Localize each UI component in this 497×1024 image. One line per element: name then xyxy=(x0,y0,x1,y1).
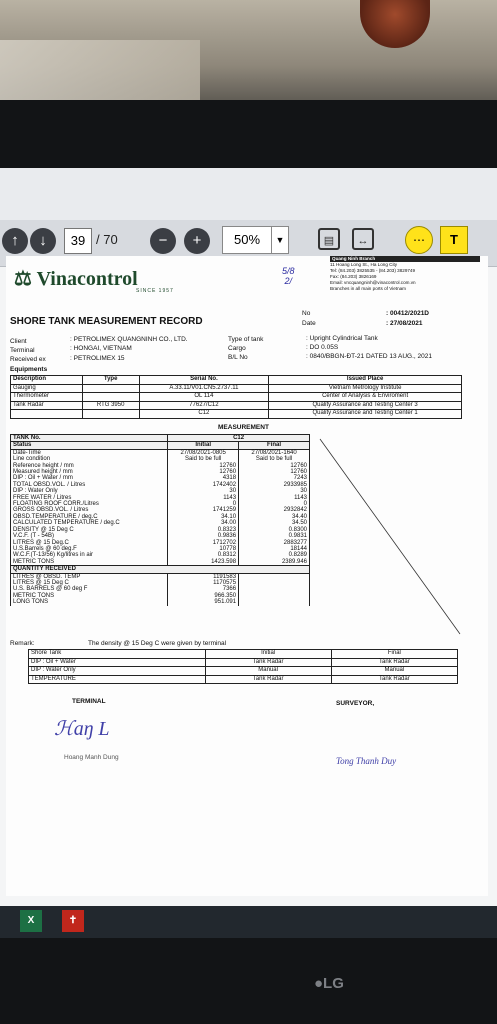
terminal-signature: ℋaŋ L xyxy=(54,718,110,740)
equipment-table xyxy=(10,375,462,419)
branch-address-block xyxy=(330,256,480,292)
branch-line: 11 Hoang Long St., Ha Long City xyxy=(330,262,398,267)
method-row xyxy=(29,675,458,684)
zoom-level-input[interactable]: 50% xyxy=(222,226,272,254)
equip-cell: A.33.11/V01.CN5.2737.11 xyxy=(139,384,269,393)
initial-value: 1712702 xyxy=(168,540,239,546)
status-label: Status xyxy=(11,442,168,449)
received-row xyxy=(11,599,310,605)
row-label: CALCULATED TEMPERATURE / deg.C xyxy=(11,520,168,526)
final-value: 0.8300 xyxy=(239,527,310,533)
method-final-header: Final xyxy=(331,650,457,659)
quantity-received-header: QUANTITY RECEIVED xyxy=(11,566,310,573)
pdf-viewer-screen xyxy=(0,168,497,938)
row-label: W.C.F.(T-13/56) Kg/litres in air xyxy=(11,552,168,558)
initial-value: 12760 xyxy=(168,469,239,475)
handwritten-page-mark: 5/8 2/ xyxy=(282,266,295,286)
equip-header: Serial No. xyxy=(139,376,269,385)
row-label: Measured height / mm xyxy=(11,469,168,475)
received-row xyxy=(11,573,310,580)
received-label: LITRES @ 15 Deg C xyxy=(11,580,168,586)
method-label: DIP : Water Only xyxy=(29,667,206,676)
final-value: 0 xyxy=(239,501,310,507)
final-value: 18144 xyxy=(239,546,310,552)
initial-value: 34.00 xyxy=(168,520,239,526)
method-initial: Manual xyxy=(205,667,331,676)
measurement-row xyxy=(11,449,310,456)
lg-logo-icon: ●LG xyxy=(314,975,344,992)
row-label: Reference height / mm xyxy=(11,463,168,469)
row-label: DIP : Oil + Water / mm xyxy=(11,475,168,481)
final-value: 2933985 xyxy=(239,482,310,488)
initial-value: 30 xyxy=(168,488,239,494)
date-value: : 27/08/2021 xyxy=(386,320,423,327)
equip-cell: Thermometer xyxy=(11,393,83,402)
bl-value: : 0840/BBGN-ĐT-21 DATED 13 AUG., 2021 xyxy=(306,353,432,360)
since-label: SINCE 1957 xyxy=(136,288,174,294)
row-label: OBSD.TEMPERATURE / deg.C xyxy=(11,514,168,520)
branch-line: Tel: (84.203) 3825535 - (84.203) 3829749 xyxy=(330,268,416,273)
row-label: V.C.F. (T - 54B) xyxy=(11,533,168,539)
equip-cell: Quality Assurance and Testing Center 3 xyxy=(269,401,462,410)
final-value: 30 xyxy=(239,488,310,494)
equip-cell: RTG 3950 xyxy=(82,401,139,410)
method-label: TEMPERATURE xyxy=(29,675,206,684)
equip-cell: 77627/C12 xyxy=(139,401,269,410)
surveyor-signer-name: Tong Thanh Duy xyxy=(336,756,397,766)
equipment-row xyxy=(11,393,462,402)
terminal-sign-label: TERMINAL xyxy=(72,698,106,705)
terminal-signer-name: Hoang Manh Dung xyxy=(64,754,119,761)
fit-page-icon[interactable]: ▤ xyxy=(318,228,340,250)
equipment-row xyxy=(11,384,462,393)
received-value: 951.091 xyxy=(168,599,239,605)
final-value: 27/08/2021-1640 xyxy=(239,449,310,456)
type-tank-label: Type of tank xyxy=(228,336,264,343)
final-value: 34.50 xyxy=(239,520,310,526)
measurement-row xyxy=(11,559,310,566)
bl-label: B/L No xyxy=(228,354,248,361)
final-value: 0.8289 xyxy=(239,552,310,558)
wall-ornament xyxy=(360,0,430,48)
row-label: GROSS OBSD.VOL. / Litres xyxy=(11,507,168,513)
received-value: 1170575 xyxy=(168,580,239,586)
equip-cell: Tank Radar xyxy=(11,401,83,410)
equip-cell xyxy=(11,410,83,419)
received-ex-value: : PETROLIMEX 15 xyxy=(70,355,125,362)
background-room xyxy=(0,0,497,110)
final-value: 12760 xyxy=(239,469,310,475)
zoom-out-icon[interactable]: − xyxy=(150,228,176,254)
equipment-row xyxy=(11,410,462,419)
equip-cell: C12 xyxy=(139,410,269,419)
initial-value: 27/08/2021-0805 xyxy=(168,449,239,456)
initial-value: 0 xyxy=(168,501,239,507)
shore-tank-label: Shore Tank xyxy=(29,650,206,659)
equipments-label: Equipments xyxy=(10,366,48,373)
initial-value: 1143 xyxy=(168,495,239,501)
cargo-label: Cargo xyxy=(228,345,246,352)
row-label: DIP : Water Only xyxy=(11,488,168,494)
method-initial-header: Initial xyxy=(205,650,331,659)
initial-value: 1742402 xyxy=(168,482,239,488)
initial-value: 12760 xyxy=(168,463,239,469)
method-initial: Tank Radar xyxy=(205,675,331,684)
row-label: FREE WATER / Litres xyxy=(11,495,168,501)
client-value: : PETROLIMEX QUANGNINH CO., LTD. xyxy=(70,336,188,343)
zoom-in-icon[interactable]: + xyxy=(184,228,210,254)
method-header-row xyxy=(29,650,458,659)
equip-cell xyxy=(82,393,139,402)
measurement-table xyxy=(10,434,310,606)
initial-value: Said to be full xyxy=(168,456,239,462)
row-label: METRIC TONS xyxy=(11,559,168,566)
method-initial: Tank Radar xyxy=(205,658,331,667)
pdf-reader-icon[interactable]: ✝ xyxy=(62,910,84,932)
equip-cell xyxy=(82,410,139,419)
equip-cell: Gauging xyxy=(11,384,83,393)
method-final: Manual xyxy=(331,667,457,676)
received-label: LONG TONS xyxy=(11,599,168,605)
initial-header: Initial xyxy=(168,442,239,449)
page-number-input[interactable]: 39 xyxy=(64,228,92,254)
next-page-icon[interactable]: ↓ xyxy=(30,228,56,254)
row-label: FLOATING ROOF CORR./Litres xyxy=(11,501,168,507)
received-ex-label: Received ex xyxy=(10,356,46,363)
row-label: TOTAL OBSD.VOL. / Litres xyxy=(11,482,168,488)
final-value: 34.40 xyxy=(239,514,310,520)
initial-value: 34.10 xyxy=(168,514,239,520)
tank-no-value: C12 xyxy=(168,435,310,442)
branch-line: Fax: (84.203) 3826169 xyxy=(330,274,377,279)
initial-value: 1741259 xyxy=(168,507,239,513)
equip-header: Type xyxy=(82,376,139,385)
final-value: 1143 xyxy=(239,495,310,501)
equip-cell: Center of Analysis & Enviroment xyxy=(269,393,462,402)
zoom-dropdown-chevron-icon[interactable]: ▼ xyxy=(271,226,289,254)
date-label: Date xyxy=(302,320,316,327)
row-label: DENSITY @ 15 Deg C xyxy=(11,527,168,533)
method-row xyxy=(29,667,458,676)
final-value: 0.9831 xyxy=(239,533,310,539)
no-label: No xyxy=(302,310,311,317)
branch-line: Email: vncquangninh@vinacontrol.com.vn xyxy=(330,280,416,285)
method-final: Tank Radar xyxy=(331,675,457,684)
equip-cell: OL 114 xyxy=(139,393,269,402)
type-tank-value: : Upright Cylindrical Tank xyxy=(306,335,378,342)
surveyor-sign-label: SURVEYOR, xyxy=(336,700,375,707)
status-row xyxy=(11,442,310,449)
row-label: Line condition xyxy=(11,456,168,462)
final-header: Final xyxy=(239,442,310,449)
branch-line: Branches in all main ports of Vietnam xyxy=(330,286,407,291)
final-value: 2932842 xyxy=(239,507,310,513)
initial-value: 10778 xyxy=(168,546,239,552)
previous-page-icon[interactable]: ↑ xyxy=(2,228,28,254)
initial-value: 0.9836 xyxy=(168,533,239,539)
row-label: Date-Time xyxy=(11,449,168,456)
initial-value: 1423.598 xyxy=(168,559,239,566)
tank-no-row xyxy=(11,435,310,442)
final-value: 7243 xyxy=(239,475,310,481)
cancel-diagonal-line xyxy=(310,434,470,644)
received-label: METRIC TONS xyxy=(11,593,168,599)
row-label: LITRES @ 15 Deg.C xyxy=(11,540,168,546)
tank-no-label: TANK No. xyxy=(11,435,168,442)
received-label: U.S. BARRELS @ 60 deg F xyxy=(11,586,168,592)
branch-header: Quang Ninh Branch xyxy=(330,256,480,262)
final-value: 12760 xyxy=(239,463,310,469)
measurement-label: MEASUREMENT xyxy=(218,424,269,431)
initial-value: 0.8323 xyxy=(168,527,239,533)
final-value: 2883277 xyxy=(239,540,310,546)
equip-cell xyxy=(82,384,139,393)
received-label: LITRES @ OBSD. TEMP xyxy=(11,573,168,580)
equip-cell: Quality Assurance and Testing Center 1 xyxy=(269,410,462,419)
initial-value: 4318 xyxy=(168,475,239,481)
terminal-label: Terminal xyxy=(10,347,35,354)
equip-cell: Vietnam Metrology Institute xyxy=(269,384,462,393)
row-label: U.S.Barrels @ 60 deg.F xyxy=(11,546,168,552)
equip-header: Description xyxy=(11,376,83,385)
final-value: 2389.946 xyxy=(239,559,310,566)
method-label: DIP : Oil + Water xyxy=(29,658,206,667)
viewer-title-area xyxy=(0,168,497,221)
received-value: 1191583 xyxy=(168,573,239,580)
initial-value: 0.8312 xyxy=(168,552,239,558)
method-table xyxy=(28,649,458,684)
client-label: Client xyxy=(10,338,27,345)
document-title: SHORE TANK MEASUREMENT RECORD xyxy=(10,316,203,327)
remark-label: Remark: xyxy=(10,640,35,647)
terminal-value: : HONGAI, VIETNAM xyxy=(70,345,132,352)
cargo-value: : DO 0.05S xyxy=(306,344,339,351)
logo-text: Vinacontrol xyxy=(36,268,138,290)
quantity-received-header-row xyxy=(11,566,310,573)
comment-icon[interactable]: ⋯ xyxy=(405,226,433,254)
remark-text: The density @ 15 Deg C were given by terminal xyxy=(88,640,227,647)
highlight-text-icon[interactable]: T xyxy=(440,226,468,254)
method-row xyxy=(29,658,458,667)
method-final: Tank Radar xyxy=(331,658,457,667)
vinacontrol-logo: ⚖ Vinacontrol xyxy=(14,268,138,290)
final-value: Said to be full xyxy=(239,456,310,462)
fit-width-icon[interactable]: ↔ xyxy=(352,228,374,250)
no-value: : 00412/2021D xyxy=(386,310,430,317)
equip-header: Issued Place xyxy=(269,376,462,385)
page-total: / 70 xyxy=(96,232,118,247)
taskbar xyxy=(0,906,497,938)
excel-icon[interactable]: X xyxy=(20,910,42,932)
received-value: 7366 xyxy=(168,586,239,592)
background-window xyxy=(0,40,200,100)
equipment-header-row xyxy=(11,376,462,385)
received-value: 966.350 xyxy=(168,593,239,599)
pdf-page xyxy=(6,256,488,896)
equipment-row xyxy=(11,401,462,410)
